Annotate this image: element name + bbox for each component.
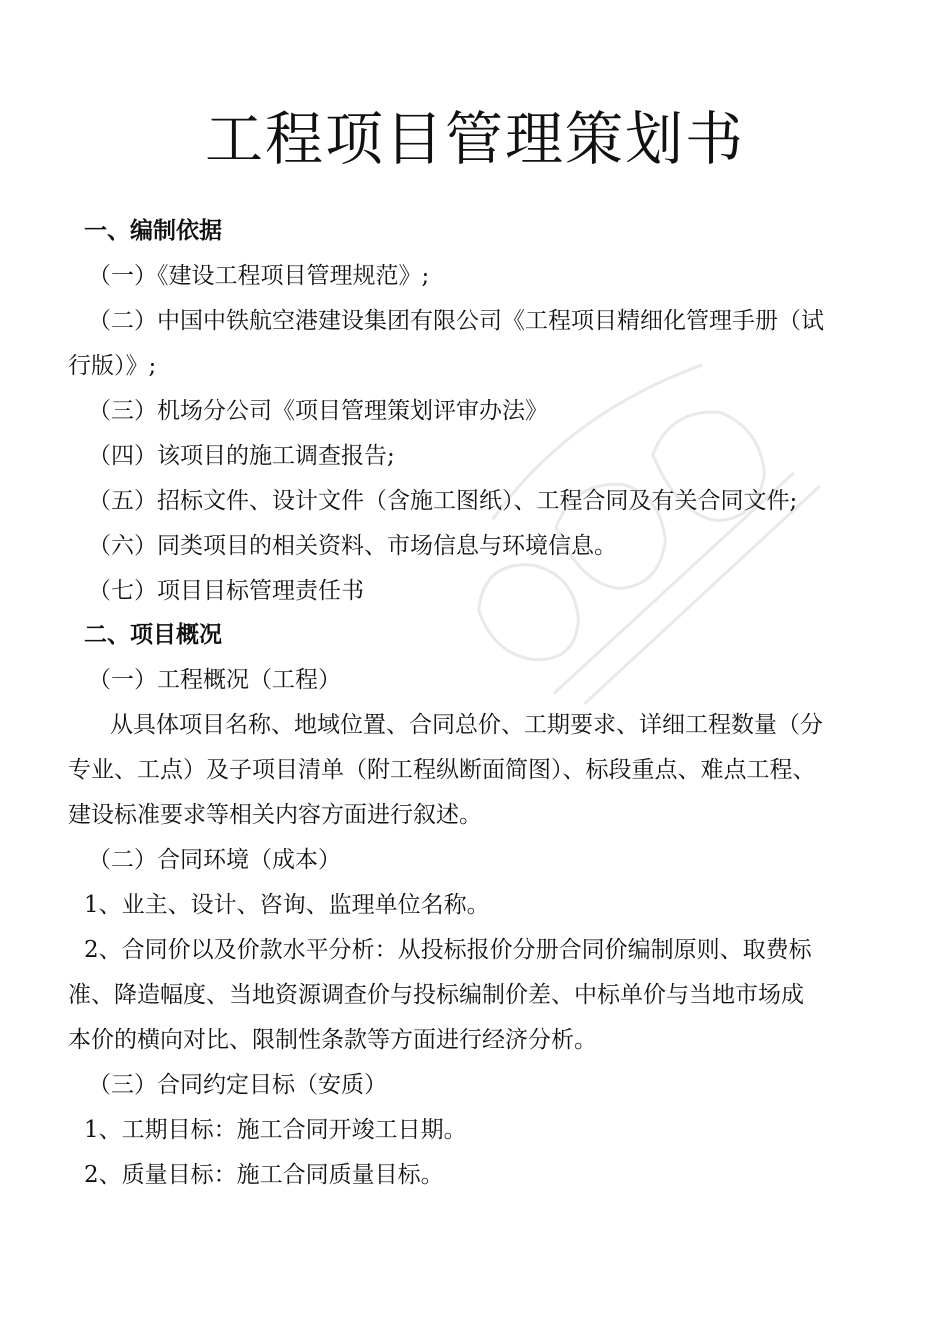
overview-paragraph-line-3: 建设标准要求等相关内容方面进行叙述。 [68, 802, 482, 828]
contract-goals-item-1: 1、工期目标：施工合同开竣工日期。 [84, 1117, 467, 1143]
basis-item-4: （四）该项目的施工调查报告; [88, 443, 395, 469]
section-heading-basis: 一、编制依据 [84, 218, 222, 244]
overview-paragraph-line-2: 专业、工点）及子项目清单（附工程纵断面简图）、标段重点、难点工程、 [68, 757, 816, 783]
watermark-stamp [430, 360, 870, 730]
basis-item-6: （六）同类项目的相关资料、市场信息与环境信息。 [88, 533, 617, 559]
contract-env-item-2-line-2: 准、降造幅度、当地资源调查价与投标编制价差、中标单价与当地市场成 [68, 982, 804, 1008]
basis-item-1: （一）《建设工程项目管理规范》; [88, 263, 430, 289]
contract-goals-item-2: 2、质量目标：施工合同质量目标。 [84, 1162, 444, 1188]
overview-paragraph-line-1: 从具体项目名称、地域位置、合同总价、工期要求、详细工程数量（分 [110, 712, 823, 738]
section-heading-overview: 二、项目概况 [84, 622, 222, 648]
document-title: 工程项目管理策划书 [204, 105, 745, 173]
contract-env-item-2-line-3: 本价的横向对比、限制性条款等方面进行经济分析。 [68, 1027, 597, 1053]
basis-item-5: （五）招标文件、设计文件（含施工图纸）、工程合同及有关合同文件; [88, 488, 798, 514]
overview-subheading-project: （一）工程概况（工程） [88, 667, 341, 693]
contract-env-subheading: （二）合同环境（成本） [88, 847, 341, 873]
contract-env-item-1: 1、业主、设计、咨询、监理单位名称。 [84, 892, 490, 918]
basis-item-2-continued: 行版）》; [68, 353, 157, 379]
basis-item-3: （三）机场分公司《项目管理策划评审办法》 [88, 398, 548, 424]
contract-env-item-2: 2、合同价以及价款水平分析：从投标报价分册合同价编制原则、取费标 [84, 937, 812, 963]
basis-item-7: （七）项目目标管理责任书 [88, 578, 364, 604]
contract-goals-subheading: （三）合同约定目标（安质） [88, 1072, 387, 1098]
basis-item-2: （二）中国中铁航空港建设集团有限公司《工程项目精细化管理手册（试 [88, 308, 824, 334]
